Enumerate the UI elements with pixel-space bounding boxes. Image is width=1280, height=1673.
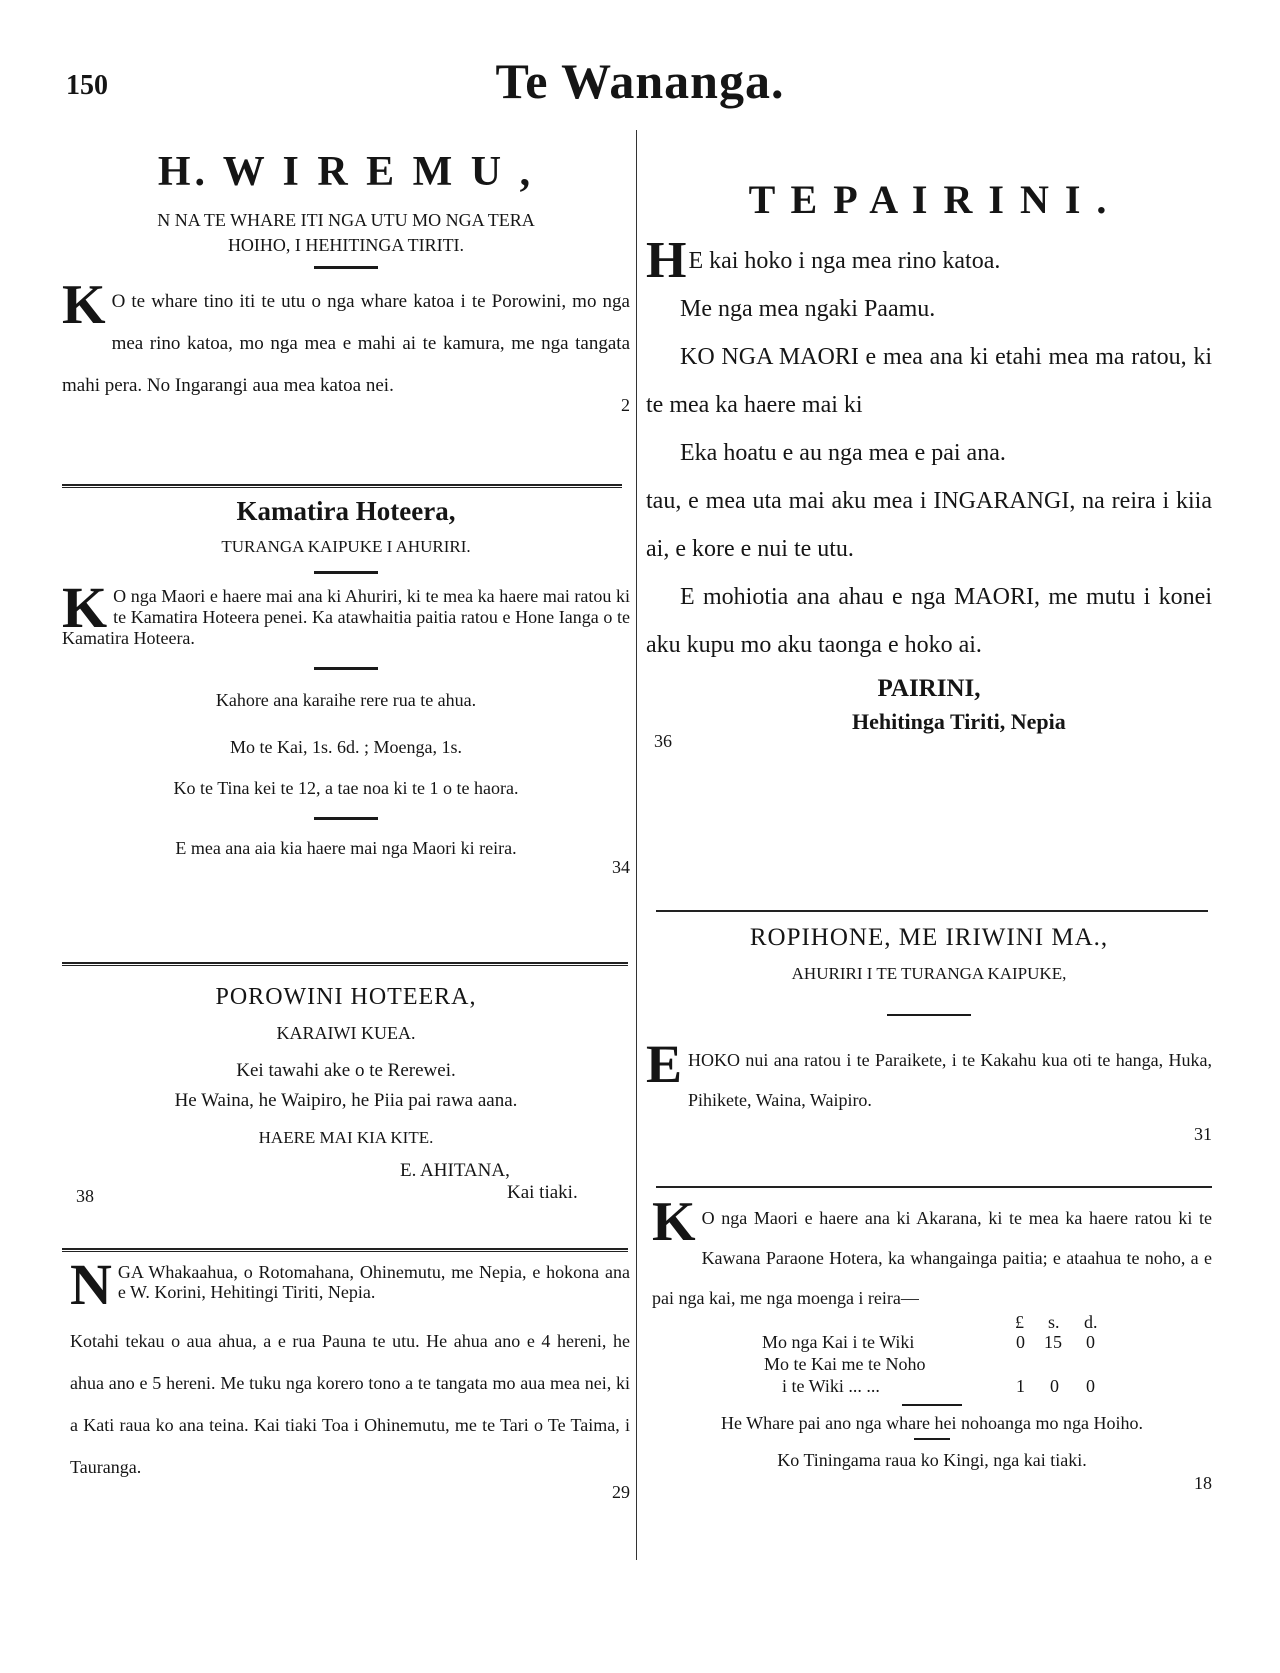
ad-body bbox=[652, 1191, 1212, 1318]
ad-intro bbox=[70, 1252, 630, 1317]
column-divider bbox=[636, 130, 637, 1560]
newspaper-title: Te Wananga. bbox=[495, 53, 785, 109]
separator bbox=[887, 1014, 971, 1016]
ad-line: Ko te Tina kei te 12, a tae noa ki te 1 o te haora. bbox=[173, 778, 519, 798]
ad-signature bbox=[646, 709, 1212, 749]
ad-number: 31 bbox=[1194, 1124, 1212, 1144]
ad-heading: POROWINI HOTEERA, bbox=[215, 984, 477, 1010]
ad-subhead: AHURIRI I TE TURANGA KAIPUKE, bbox=[791, 964, 1067, 983]
ad-number: 18 bbox=[1194, 1473, 1212, 1493]
ad-line: KO NGA MAORI e mea ana ki etahi mea ma ratou, ki te mea ka haere mai ki bbox=[646, 344, 1212, 418]
ad-subhead: TURANGA KAIPUKE I AHURIRI. bbox=[221, 537, 471, 556]
section-rule bbox=[62, 962, 628, 966]
price-row-label: i te Wiki ... ... bbox=[782, 1376, 880, 1396]
drop-cap: K bbox=[652, 1191, 696, 1253]
ad-line: E mea ana aia kia haere mai nga Maori ki reira. bbox=[175, 838, 517, 858]
ad-body bbox=[62, 274, 630, 407]
ad-line: Ko Tiningama raua ko Kingi, nga kai tiaki. bbox=[777, 1450, 1087, 1470]
price-value: 0 bbox=[1050, 1376, 1059, 1396]
price-header-shillings: s. bbox=[1048, 1312, 1060, 1332]
separator bbox=[902, 1404, 962, 1406]
drop-cap: K bbox=[62, 274, 106, 336]
price-value: 1 bbox=[1016, 1376, 1025, 1396]
separator bbox=[314, 571, 378, 574]
ad-line: He Whare pai ano nga whare hei nohoanga mo nga Hoiho. bbox=[720, 1413, 1144, 1433]
separator bbox=[314, 667, 378, 670]
ad-signature bbox=[62, 1158, 630, 1212]
ad-ropihone bbox=[646, 924, 1212, 1145]
ad-heading: T E P A I R I N I . bbox=[748, 177, 1110, 222]
price-header-pence: d. bbox=[1084, 1312, 1098, 1332]
ad-kamatira bbox=[62, 496, 630, 878]
drop-cap: E bbox=[646, 1034, 683, 1094]
price-header-pounds: £ bbox=[1015, 1312, 1024, 1332]
section-rule bbox=[62, 484, 622, 488]
ad-body: Kotahi tekau o aua ahua, a e rua Pauna te utu. He ahua ano e 4 hereni, he ahua ano e 5 hereni. Me tuku nga korero tono a te tangata mo aua mea nei, ki a Kati raua ko ana teina. Kai tiaki Toa i Ohinemutu, me te Tari o Te Taima, i Tauranga. bbox=[70, 1331, 630, 1477]
ad-heading: ROPIHONE, ME IRIWINI MA., bbox=[749, 924, 1109, 951]
section-rule bbox=[656, 910, 1208, 912]
ad-number: 36 bbox=[654, 731, 672, 751]
ad-porowini bbox=[62, 984, 630, 1212]
ad-number: 34 bbox=[612, 857, 630, 877]
ad-body-text: HOKO nui ana ratou i te Paraikete, i te Kakahu kua oti te hanga, Huka, Pihikete, Waina, Waipiro. bbox=[688, 1050, 1212, 1110]
separator bbox=[314, 817, 378, 820]
price-row-label: Mo nga Kai i te Wiki bbox=[762, 1332, 915, 1352]
ad-line: Mo te Kai, 1s. 6d. ; Moenga, 1s. bbox=[230, 737, 462, 757]
signature-address: Hehitinga Tiriti, Nepia bbox=[852, 709, 1066, 734]
separator bbox=[314, 266, 378, 269]
drop-cap: N bbox=[70, 1252, 112, 1317]
ad-line: HAERE MAI KIA KITE. bbox=[258, 1128, 434, 1147]
ad-line bbox=[646, 232, 1212, 289]
price-value: 0 bbox=[1086, 1376, 1095, 1396]
ad-heading: H. W I R E M U , bbox=[157, 149, 535, 195]
ad-line: Kahore ana karaihe rere rua te ahua. bbox=[215, 690, 477, 710]
signature-name: PAIRINI, bbox=[877, 675, 981, 702]
price-value: 0 bbox=[1016, 1332, 1025, 1352]
price-row-label: Mo te Kai me te Noho bbox=[764, 1354, 926, 1374]
page-number: 150 bbox=[66, 70, 108, 101]
ad-subhead: HOIHO, I HEHITINGA TIRITI. bbox=[227, 235, 465, 255]
price-table bbox=[652, 1312, 1212, 1404]
ad-subhead: KARAIWI KUEA. bbox=[276, 1023, 416, 1043]
separator bbox=[914, 1438, 950, 1440]
ad-body bbox=[646, 1034, 1212, 1120]
ad-wiremu bbox=[62, 148, 630, 416]
section-rule bbox=[62, 1248, 628, 1252]
ad-number: 38 bbox=[76, 1186, 94, 1206]
ad-heading: Kamatira Hoteera, bbox=[236, 496, 456, 526]
ad-body bbox=[646, 232, 1212, 669]
ad-line: Kei tawahi ake o te Rerewei. bbox=[236, 1060, 456, 1081]
signature-title: Kai tiaki. bbox=[507, 1182, 578, 1203]
drop-cap: K bbox=[62, 575, 108, 640]
ad-number: 2 bbox=[621, 395, 630, 415]
ad-line: tau, e mea uta mai aku mea i INGARANGI, na reira i kiia ai, e kore e nui te utu. bbox=[646, 488, 1212, 562]
ad-line-text: E kai hoko i nga mea rino katoa. bbox=[688, 248, 1001, 274]
ad-line: Me nga mea ngaki Paamu. bbox=[680, 296, 936, 322]
ad-subhead: N NA TE WHARE ITI NGA UTU MO NGA TERA bbox=[157, 210, 535, 230]
ad-whakaahua bbox=[70, 1252, 630, 1503]
ad-body-text: O te whare tino iti te utu o nga whare katoa i te Porowini, mo nga mea rino katoa, mo nga mea e mahi ai te kamura, me nga tangata mahi pera. No Ingarangi aua mea katoa nei. bbox=[62, 291, 630, 396]
ad-body-text: O nga Maori e haere mai ana ki Ahuriri, ki te mea ka haere mai ratou ki te Kamatira Hoteera penei. Ka atawhaitia paitia ratou e Hone Ianga o te Kamatira Hoteera. bbox=[62, 586, 630, 648]
ad-line: Eka hoatu e au nga mea e pai ana. bbox=[680, 440, 1006, 466]
ad-line: He Waina, he Waipiro, he Piia pai rawa aana. bbox=[174, 1090, 518, 1111]
ad-kawana bbox=[652, 1191, 1212, 1494]
ad-number: 29 bbox=[612, 1482, 630, 1502]
ad-body-text: O nga Maori e haere ana ki Akarana, ki te mea ka haere ratou ki te Kawana Paraone Hotera, ka whangainga paitia; e ataahua te noho, a e pai nga kai, me nga moenga i reira— bbox=[652, 1208, 1212, 1308]
ad-body bbox=[62, 575, 630, 649]
price-value: 15 bbox=[1044, 1332, 1062, 1352]
ad-line: E mohiotia ana ahau e nga MAORI, me mutu i konei aku kupu mo aku taonga e hoko ai. bbox=[646, 584, 1212, 658]
drop-cap: H bbox=[646, 232, 687, 289]
section-rule bbox=[656, 1186, 1212, 1188]
signature-name: E. AHITANA, bbox=[400, 1160, 510, 1181]
ad-intro-text: GA Whakaahua, o Rotomahana, Ohinemutu, me Nepia, e hokona ana e W. Korini, Hehitingi Tiriti, Nepia. bbox=[117, 1262, 630, 1302]
price-value: 0 bbox=[1086, 1332, 1095, 1352]
ad-pairini bbox=[646, 176, 1212, 749]
